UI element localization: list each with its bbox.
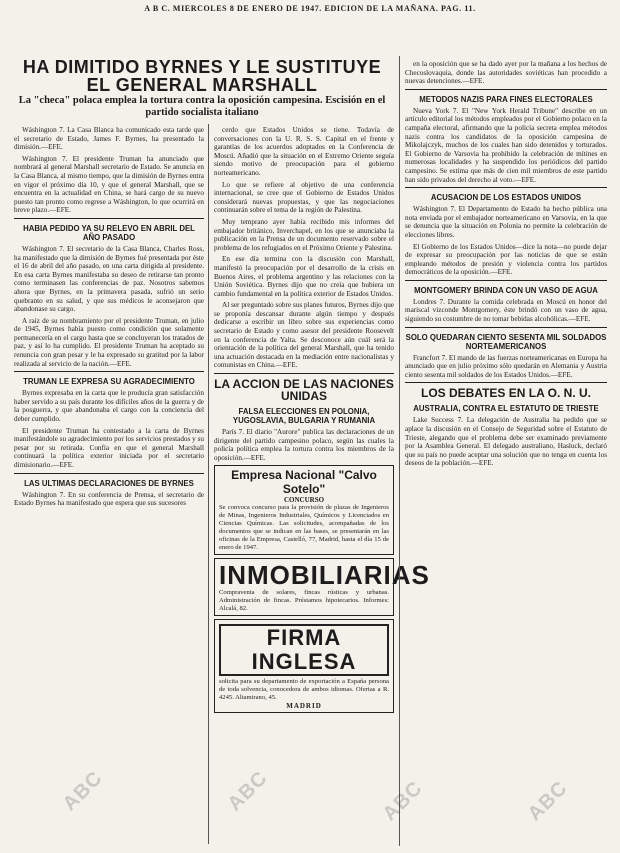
- paragraph: Byrnes expresaba en la carta que le producía gran satisfacción haber servido a su país durante los difíciles años de la guerra y de la posguerra, y que abandonaba el cargo con la conciencia del deber cumplido.: [14, 389, 204, 424]
- paragraph: Wáshington 7. El Departamento de Estado ha hecho pública una nota enviada por el embajador norteamericano en Varsovia, en la que se denuncia que la situación en Polonia no permite la celebración de elecciones libres.: [405, 205, 607, 239]
- divider: [14, 371, 204, 372]
- ad-title: Empresa Nacional "Calvo Sotelo": [231, 468, 377, 497]
- column-rule: [208, 124, 209, 844]
- paragraph: cerdo que Estados Unidos se tiene. Todavía de conversaciones con la U. R. S. S. Capital en el frente y garantías de los acuerdos adoptados en la Conferencia de Moscú. Añadió que la situación en el Extremo Oriente seguía siendo motivo de preocupación para el gobierno norteamericano.: [214, 126, 394, 177]
- main-subhead: La "checa" polaca emplea la tortura contra la oposición campesina. Escisión en el partido socialista italiano: [18, 95, 386, 118]
- paragraph: Lo que se refiere al objetivo de una conferencia internacional, se cree que el Gobierno de Estados Unidos considerará nuevas propuestas, y que las negociaciones continuarán sobre el tema de la región de Palestina.: [214, 180, 394, 215]
- paragraph: Nueva York 7. El "New York Herald Tribune" describe en un artículo editorial los métodos empleados por el Gobierno polaco en la campaña electoral, afirmando que la policía secreta emplea métodos nazis contra los candidatos de la oposición campesina de Mikolajczyk, muchos de los cuales han sido detenidos y torturados. El Gobierno de Varsovia ha prohibido la celebración de mítines en numerosas localidades y ha suspendido los periódicos del partido campesino. Se estima que más de cien mil miembros de este partido han sido privados del derecho al voto.—EFE.: [405, 106, 607, 184]
- section-heading-large: LA ACCION DE LAS NACIONES UNIDAS: [214, 377, 394, 404]
- ad-text: solicita para su departamento de exportación a España persona de toda solvencia, conocedora de ambos idiomas. Ofertas a R. 4245. Altamirano, 45.: [219, 678, 389, 702]
- divider: [405, 89, 607, 90]
- section-heading: METODOS NAZIS PARA FINES ELECTORALES: [419, 94, 593, 104]
- paragraph: París 7. El diario "Aurore" publica las declaraciones de un dirigente del partido campesino polaco, según las cuales la policía política emplea la tortura contra los miembros de la oposición.—EFE.: [214, 428, 394, 462]
- section-heading: SOLO QUEDARAN CIENTO SESENTA MIL SOLDADOS NORTEAMERICANOS: [405, 332, 607, 351]
- paragraph: Wáshington 7. El presidente Truman ha anunciado que nombrará al general Marshall secretario de Estado. Se anuncia en la Casa Blanca, al mismo tiempo, que la dimisión de Byrnes entra en vigor el próximo día 10, y que el general Marshall, que se encuentra en la actualidad en China, se hará cargo de su nuevo puesto tan pronto como regrese a Wáshington, lo que ocurrirá en breve plazo.—EFE.: [14, 154, 204, 215]
- paragraph: El Gobierno de los Estados Unidos—dice la nota—no puede dejar de expresar su preocupación por las noticias de que se están empleando métodos de presión y violencia contra los partidos democráticos de la oposición.—EFE.: [405, 242, 607, 277]
- section-heading: MONTGOMERY BRINDA CON UN VASO DE AGUA: [414, 285, 598, 295]
- divider: [214, 373, 394, 374]
- divider: [405, 280, 607, 281]
- paragraph: Wáshington 7. En su conferencia de Prensa, el secretario de Estado Byrnes ha manifestado que espera que sus sucesores: [14, 490, 204, 508]
- section-heading: LAS ULTIMAS DECLARACIONES DE BYRNES: [24, 478, 194, 488]
- paragraph: en la oposición que se ha dado ayer por la mañana a los hechos de Checoslovaquia, donde las autoridades soviéticas han procedido a nuevas detenciones.—EFE.: [405, 60, 607, 86]
- paragraph: Francfort 7. El mando de las fuerzas norteamericanas en Europa ha anunciado que en julio próximo sólo quedarán en Alemania y Austria ciento sesenta mil soldados de los Estados Unidos.—EFE.: [405, 353, 607, 379]
- ad-title: FIRMA INGLESA: [219, 624, 389, 676]
- divider: [14, 473, 204, 474]
- divider: [14, 218, 204, 219]
- paragraph: Londres 7. Durante la comida celebrada en Moscú en honor del mariscal vizconde Montgomery, éste brindó con un vaso de agua, siguiendo su costumbre de no tomar bebidas alcohólicas.—EFE.: [405, 297, 607, 324]
- ad-city: MADRID: [286, 702, 322, 711]
- main-headline: HA DIMITIDO BYRNES Y LE SUSTITUYE EL GENERAL MARSHALL: [22, 57, 382, 95]
- ad-text: Compraventa de solares, fincas rústicas y urbanas. Administración de fincas. Préstamos hipotecarios. Informes: Alcalá, 82.: [219, 589, 389, 613]
- paragraph: Wáshington 7. El secretario de la Casa Blanca, Charles Ross, ha manifestado que la dimisión de Byrnes fué presentada por éste el 16 de abril del año pasado, en una carta dirigida al presidente. En esa carta Byrnes manifestaba su deseo de retirarse tan pronto como terminasen las conferencias de paz. Nosotros sabemos ahora que Byrnes, en la primavera pasada, sufrió un serio quebranto en su salud, y que sus médicos le aconsejaron que abandonase su cargo.: [14, 244, 204, 314]
- ad-title: INMOBILIARIAS: [219, 560, 430, 591]
- divider: [405, 187, 607, 188]
- paragraph: Al ser preguntado sobre sus planes futuros, Byrnes dijo que se proponía descansar durante algún tiempo y después dedicarse a escribir un libro sobre sus experiencias como secretario de Estado y como asesor del presidente Roosevelt en la conferencia de Yalta. Se desconoce aún cuál será la orientación de la política del general Marshall, que ha tenido una actuación destacada en la mediación entre nacionalistas y comunistas en China.—EFE.: [214, 301, 394, 370]
- column-3: [405, 60, 607, 846]
- paragraph: El presidente Truman ha contestado a la carta de Byrnes manifestándole su agradecimiento por los servicios prestados y su pesar por su retirada. Confía en que el general Marshall continuará la política exterior iniciada por el secretario dimisionario.—EFE.: [14, 426, 204, 469]
- section-heading: HABIA PEDIDO YA SU RELEVO EN ABRIL DEL AÑO PASADO: [23, 223, 195, 242]
- watermark-abc: ABC: [223, 766, 272, 816]
- watermark-abc: ABC: [523, 776, 572, 826]
- column-1: [14, 126, 204, 846]
- advertisement-calvo-sotelo: [214, 465, 394, 555]
- column-rule: [399, 56, 400, 846]
- watermark-abc: ABC: [378, 776, 427, 826]
- paragraph: A raíz de su nombramiento por el presidente Truman, en julio de 1945, Byrnes había puesto como condición que solamente permanecería en el cargo hasta que se concluyeran los tratados de paz, y así lo ha cumplido. El presidente Truman ha aceptado su renuncia con gran pesar y le ha expresado su gratitud por la labor realizada al servicio de la nación.—EFE.: [14, 316, 204, 368]
- paragraph: En ese día termina con la discusión con Marshall, manifestó la preocupación por el desarrollo de la crisis en Buenos Aires, el problema argentino y las relaciones con la Unión Soviética. Byrnes dijo que no creía que hubiera un cambio fundamental en la política exterior de Estados Unidos.: [214, 255, 394, 298]
- running-head: A B C. MIERCOLES 8 DE ENERO DE 1947. EDICION DE LA MAÑANA. PAG. 11.: [144, 4, 476, 13]
- ad-subtitle: CONCURSO: [283, 496, 325, 505]
- advertisement-firma-inglesa: [214, 619, 394, 713]
- section-heading: FALSA ELECCIONES EN POLONIA, YUGOSLAVIA, BULGARIA Y RUMANIA: [232, 407, 376, 426]
- section-heading: ACUSACION DE LOS ESTADOS UNIDOS: [430, 193, 582, 203]
- ad-text: Se convoca concurso para la provisión de plazas de Ingenieros de Minas, Ingenieros Industriales, Químicos y Licenciados en Ciencias Químicas. Las solicitudes, acompañadas de los documentos que se indican en las bases, se presentarán en las oficinas de la Empresa, Castelló, 77, Madrid, hasta el día 15 de enero de 1947.: [219, 504, 389, 552]
- paragraph: Lake Success 7. La delegación de Australia ha pedido que se aplace la discusión en el Consejo de Seguridad sobre el Estatuto de Trieste, alegando que el problema debe ser examinado previamente por la Asamblea General. El delegado australiano, Hasluck, declaró que su país no puede aceptar una solución que no tenga en cuenta los deseos de la población.—EFE.: [405, 416, 607, 468]
- divider: [405, 327, 607, 328]
- section-heading: AUSTRALIA, CONTRA EL ESTATUTO DE TRIESTE: [413, 404, 599, 414]
- paragraph: Muy temprano ayer había recibido mis informes del embajador británico, Inverchapel, en los que se anunciaba la publicación en la Prensa de un documento reservado sobre el problema de los refugiados en el Próximo Oriente y Palestina.: [214, 217, 394, 252]
- watermark-abc: ABC: [58, 766, 107, 816]
- advertisement-inmobiliarias: [214, 558, 430, 616]
- section-heading-large: LOS DEBATES EN LA O. N. U.: [420, 386, 591, 401]
- divider: [405, 382, 607, 383]
- section-heading: TRUMAN LE EXPRESA SU AGRADECIMIENTO: [23, 377, 195, 387]
- paragraph: Wáshington 7. La Casa Blanca ha comunicado esta tarde que el secretario de Estado, James F. Byrnes, ha presentado la dimisión.—EFE.: [14, 126, 204, 152]
